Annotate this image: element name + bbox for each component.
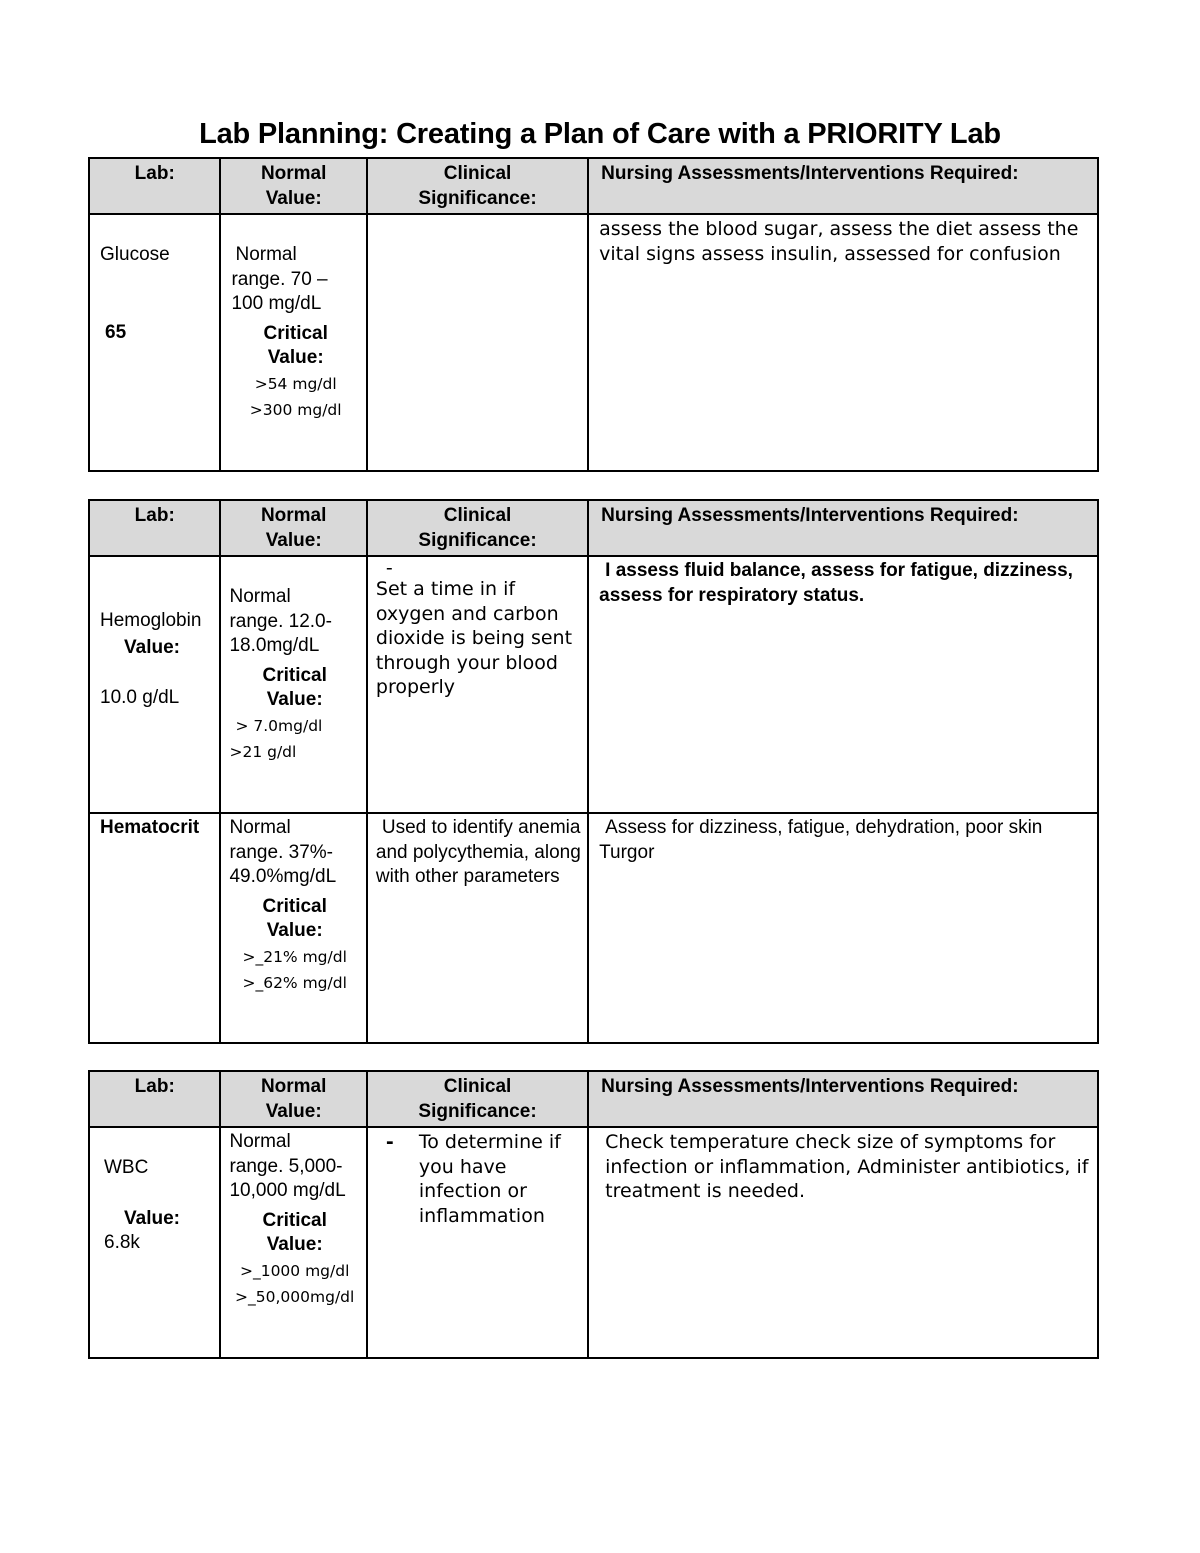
clinical-significance-cell bbox=[367, 1127, 588, 1358]
lab-value: 65 bbox=[105, 321, 127, 343]
table-row-hematocrit bbox=[89, 813, 1098, 1043]
clinical-significance-cell: - Set a time in if oxygen and carbon dioxide is being sent through your blood properly bbox=[367, 556, 588, 813]
header-nursing: Nursing Assessments/Interventions Required: bbox=[588, 158, 1098, 214]
header-normal-value: Normal Value: bbox=[220, 1071, 366, 1127]
normal-value-cell: Normal range. 5,000- 10,000 mg/dL Critical Value: >_1000 mg/dl >_50,000mg/dl bbox=[220, 1127, 366, 1358]
table-header-row bbox=[89, 158, 1098, 214]
lab-value: 6.8k bbox=[104, 1232, 140, 1253]
critical-high: >_50,000mg/dl bbox=[235, 1287, 355, 1306]
normal-value-cell: Normal range. 37%- 49.0%mg/dL Critical Value: >_21% mg/dl >_62% mg/dl bbox=[220, 813, 366, 1043]
lab-name-cell bbox=[89, 813, 220, 1043]
critical-high: >21 g/dl bbox=[229, 742, 297, 761]
lab-table-hemoglobin bbox=[88, 499, 1099, 1044]
critical-low: > 7.0mg/dl bbox=[235, 716, 323, 735]
table-row-hemoglobin bbox=[89, 556, 1098, 813]
lab-name: Hemoglobin bbox=[100, 610, 202, 631]
normal-value-cell: Normal range. 12.0- 18.0mg/dL Critical Value: > 7.0mg/dl >21 g/dl bbox=[220, 556, 366, 813]
lab-table-wbc bbox=[88, 1070, 1099, 1359]
nursing-cell: Assess for dizziness, fatigue, dehydration, poor skin Turgor bbox=[588, 813, 1098, 1043]
clinical-significance-cell: Used to identify anemia and polycythemia, along with other parameters bbox=[367, 813, 588, 1043]
lab-name-cell bbox=[89, 214, 220, 471]
header-clinical-significance: Clinical Significance: bbox=[367, 158, 588, 214]
critical-high: >_62% mg/dl bbox=[242, 973, 347, 992]
critical-low: >_21% mg/dl bbox=[242, 947, 347, 966]
table-row-wbc bbox=[89, 1127, 1098, 1358]
table-header-row bbox=[89, 500, 1098, 556]
header-lab: Lab: bbox=[89, 158, 220, 214]
header-nursing: Nursing Assessments/Interventions Required: bbox=[588, 1071, 1098, 1127]
header-normal-value: Normal Value: bbox=[220, 158, 366, 214]
clinical-bullet: - To determine if you have infection or inflammation bbox=[385, 1131, 561, 1227]
critical-high: >300 mg/dl bbox=[249, 400, 342, 419]
header-nursing: Nursing Assessments/Interventions Required: bbox=[588, 500, 1098, 556]
lab-value-label: Value: bbox=[124, 1207, 180, 1229]
nursing-cell: Check temperature check size of symptoms for infection or inflammation, Administer antibiotics, if treatment is needed. bbox=[588, 1127, 1098, 1358]
page-title: Lab Planning: Creating a Plan of Care with a PRIORITY Lab bbox=[199, 118, 1001, 150]
critical-low: >_1000 mg/dl bbox=[239, 1261, 350, 1280]
critical-low: >54 mg/dl bbox=[254, 374, 337, 393]
header-normal-value: Normal Value: bbox=[220, 500, 366, 556]
nursing-cell: I assess fluid balance, assess for fatigue, dizziness, assess for respiratory status. bbox=[588, 556, 1098, 813]
normal-value-cell: Normal range. 70 – 100 mg/dL Critical Value: >54 mg/dl >300 mg/dl bbox=[220, 214, 366, 471]
nursing-cell: assess the blood sugar, assess the diet assess the vital signs assess insulin, assessed for confusion bbox=[588, 214, 1098, 471]
header-lab: Lab: bbox=[89, 500, 220, 556]
lab-name-cell bbox=[89, 1127, 220, 1358]
lab-table-glucose bbox=[88, 157, 1099, 472]
lab-name: Hematocrit bbox=[100, 817, 200, 838]
table-header-row bbox=[89, 1071, 1098, 1127]
header-clinical-significance: Clinical Significance: bbox=[367, 1071, 588, 1127]
lab-value-label: Value: bbox=[124, 636, 180, 658]
clinical-significance-cell bbox=[367, 214, 588, 471]
lab-name: WBC bbox=[104, 1157, 149, 1178]
lab-value: 10.0 g/dL bbox=[100, 687, 180, 708]
header-lab: Lab: bbox=[89, 1071, 220, 1127]
table-row-glucose bbox=[89, 214, 1098, 471]
lab-name-cell bbox=[89, 556, 220, 813]
lab-name: Glucose bbox=[100, 244, 170, 265]
header-clinical-significance: Clinical Significance: bbox=[367, 500, 588, 556]
